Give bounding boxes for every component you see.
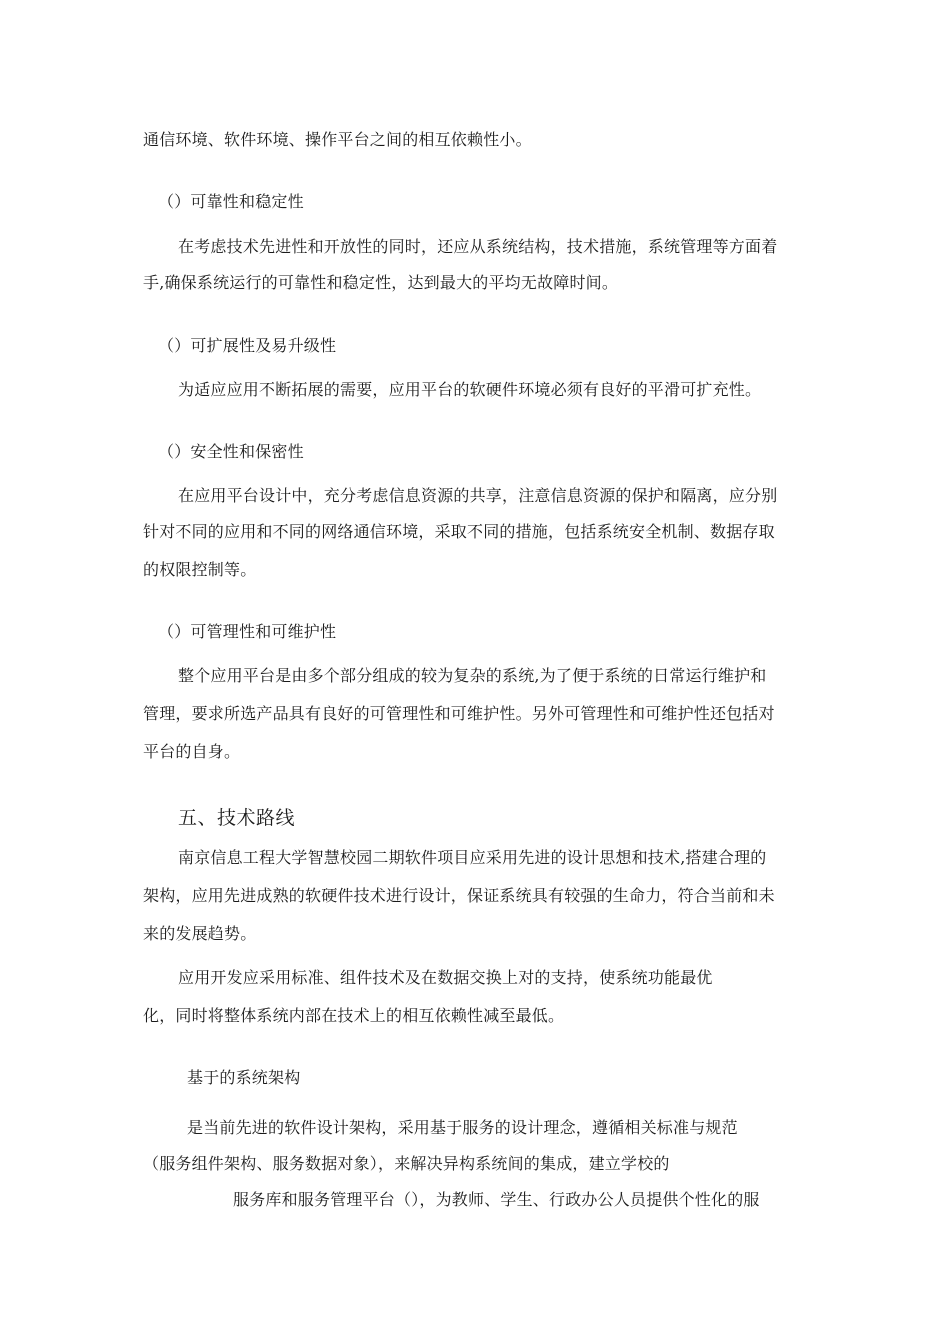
paragraph-line: 的权限控制等。 bbox=[143, 560, 257, 579]
section-heading-maintainability: （）可管理性和可维护性 bbox=[158, 622, 337, 641]
intro-tail-line: 通信环境、软件环境、操作平台之间的相互依赖性小。 bbox=[143, 130, 532, 149]
paragraph-line: 管理，要求所选产品具有良好的可管理性和可维护性。另外可管理性和可维护性还包括对 bbox=[143, 704, 775, 723]
paragraph-line: 在考虑技术先进性和开放性的同时，还应从系统结构，技术措施，系统管理等方面着 bbox=[178, 237, 778, 256]
paragraph-line: （服务组件架构、服务数据对象），来解决异构系统间的集成，建立学校的 bbox=[143, 1154, 670, 1173]
chapter-title: 五、技术路线 bbox=[178, 807, 296, 829]
subheading: 基于的系统架构 bbox=[187, 1068, 301, 1087]
section-heading-scalability: （）可扩展性及易升级性 bbox=[158, 336, 337, 355]
section-heading-security: （）安全性和保密性 bbox=[158, 442, 304, 461]
paragraph-line: 应用开发应采用标准、组件技术及在数据交换上对的支持，使系统功能最优 bbox=[178, 968, 713, 987]
paragraph-line: 平台的自身。 bbox=[143, 742, 241, 761]
paragraph-line: 化，同时将整体系统内部在技术上的相互依赖性减至最低。 bbox=[143, 1006, 565, 1025]
paragraph-line: 服务库和服务管理平台（），为教师、学生、行政办公人员提供个性化的服 bbox=[233, 1190, 760, 1209]
paragraph-line: 针对不同的应用和不同的网络通信环境，采取不同的措施，包括系统安全机制、数据存取 bbox=[143, 522, 775, 541]
paragraph-line: 来的发展趋势。 bbox=[143, 924, 257, 943]
paragraph-line: 为适应应用不断拓展的需要，应用平台的软硬件环境必须有良好的平滑可扩充性。 bbox=[178, 380, 762, 399]
section-heading-reliability: （）可靠性和稳定性 bbox=[158, 192, 304, 211]
paragraph-line: 是当前先进的软件设计架构，采用基于服务的设计理念，遵循相关标准与规范 bbox=[187, 1118, 738, 1137]
paragraph-line: 手,确保系统运行的可靠性和稳定性，达到最大的平均无故障时间。 bbox=[143, 273, 619, 292]
paragraph-line: 在应用平台设计中，充分考虑信息资源的共享，注意信息资源的保护和隔离，应分别 bbox=[178, 486, 778, 505]
paragraph-line: 南京信息工程大学智慧校园二期软件项目应采用先进的设计思想和技术,搭建合理的 bbox=[178, 848, 767, 867]
paragraph-line: 整个应用平台是由多个部分组成的较为复杂的系统,为了便于系统的日常运行维护和 bbox=[178, 666, 767, 685]
paragraph-line: 架构，应用先进成熟的软硬件技术进行设计，保证系统具有较强的生命力，符合当前和未 bbox=[143, 886, 775, 905]
